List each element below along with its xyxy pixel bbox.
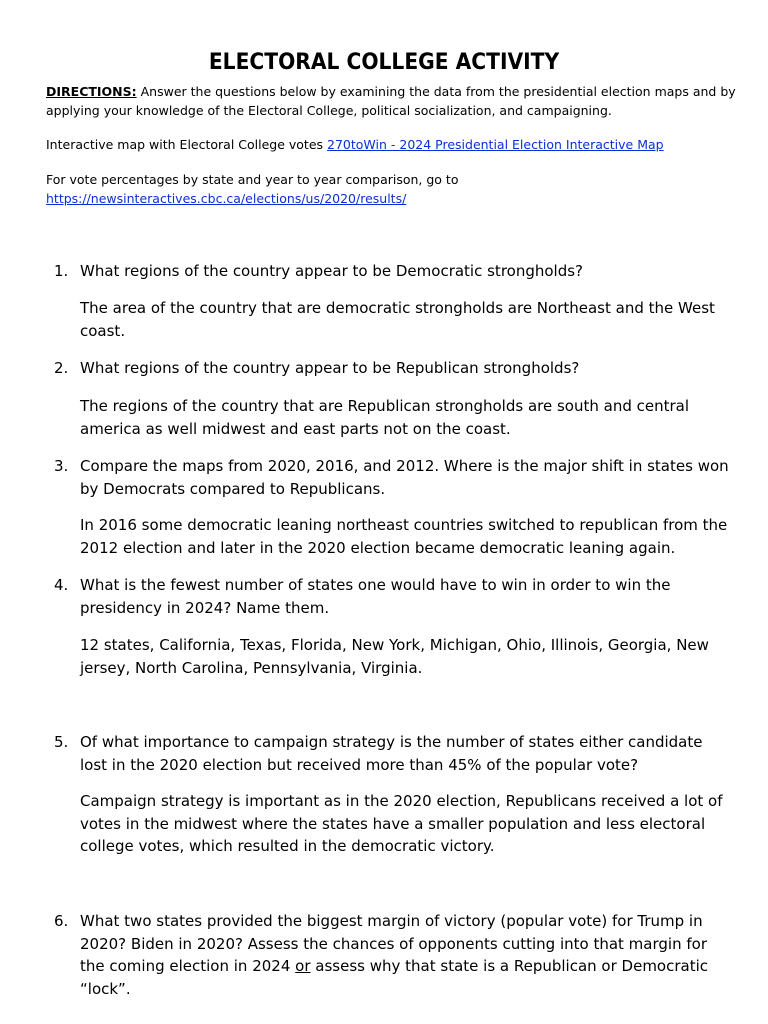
question-text-part: What two states provided the biggest margin of victory (popular vote) for Trump in 2020? Biden in 2020? Assess the chances of opponents cutting into that margin for the coming election in 2024 (80, 912, 707, 975)
270towin-link[interactable]: 270toWin - 2024 Presidential Election Interactive Map (327, 137, 664, 152)
question-number: 3. (54, 457, 69, 475)
question-number: 5. (54, 733, 69, 751)
answer-2: The regions of the country that are Republican strongholds are south and central america as well midwest and east parts not on the coast. (80, 397, 690, 438)
question-number: 1. (54, 262, 69, 280)
question-text-part: assess why that state is a Republican or Democratic “lock”. (80, 957, 709, 998)
interactive-map-line (46, 135, 736, 154)
question-text: What regions of the country appear to be Republican strongholds? (80, 359, 580, 377)
question-number: 6. (54, 912, 69, 930)
directions-label: DIRECTIONS: (46, 84, 137, 99)
answer-3: In 2016 some democratic leaning northeast countries switched to republican from the 2012 election and later in the 2020 election became democratic leaning again. (80, 516, 728, 557)
vote-percentages-line (46, 170, 736, 208)
page-title: ELECTORAL COLLEGE ACTIVITY (208, 50, 560, 75)
question-text: What regions of the country appear to be Democratic strongholds? (80, 262, 584, 280)
question-text (80, 910, 730, 1000)
directions-paragraph (46, 82, 736, 120)
question-or-underlined: or (295, 957, 311, 975)
interactive-map-prefix: Interactive map with Electoral College votes (46, 137, 328, 152)
question-number: 4. (54, 576, 69, 594)
cbc-results-link[interactable]: https://newsinteractives.cbc.ca/elections/us/2020/results/ (46, 191, 407, 206)
answer-5: Campaign strategy is important as in the 2020 election, Republicans received a lot of votes in the midwest where the states have a smaller population and less electoral college votes, which resulted in the democratic victory. (80, 792, 723, 855)
answer-4: 12 states, California, Texas, Florida, New York, Michigan, Ohio, Illinois, Georgia, New jersey, North Carolina, Pennsylvania, Virginia. (80, 636, 709, 677)
question-number: 2. (54, 359, 69, 377)
vote-percentages-prefix: For vote percentages by state and year to year comparison, go to (46, 172, 459, 187)
answer-1: The area of the country that are democratic strongholds are Northeast and the West coast. (80, 299, 715, 340)
directions-text: Answer the questions below by examining the data from the presidential election maps and by applying your knowledge of the Electoral College, political socialization, and campaigning. (46, 84, 736, 118)
question-text: What is the fewest number of states one would have to win in order to win the presidency in 2024? Name them. (80, 576, 671, 617)
question-text: Of what importance to campaign strategy is the number of states either candidate lost in the 2020 election but received more than 45% of the popular vote? (80, 733, 703, 774)
question-text: Compare the maps from 2020, 2016, and 2012. Where is the major shift in states won by Democrats compared to Republicans. (80, 457, 729, 498)
